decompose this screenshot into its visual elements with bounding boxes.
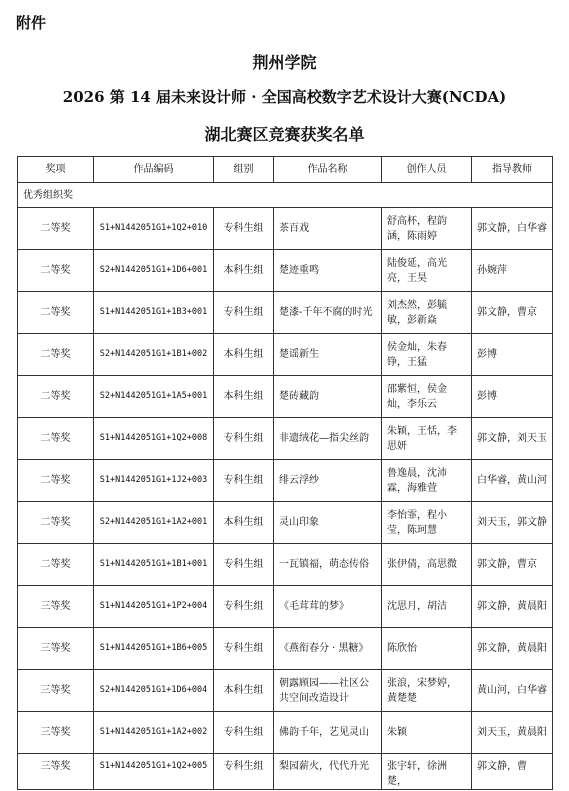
creators-cell: 陆俊延，高光亮，王昊 xyxy=(382,250,472,292)
title-cell: 绯云浮纱 xyxy=(274,460,382,502)
table-row xyxy=(18,586,553,628)
attachment-label: 附件 xyxy=(16,14,47,32)
category-label: 优秀组织奖 xyxy=(18,183,553,208)
title-cell: 佛韵千年，艺见灵山 xyxy=(274,712,382,754)
group-cell: 专科生组 xyxy=(214,544,274,586)
award-cell: 三等奖 xyxy=(18,712,94,754)
creators-cell: 舒高杯，程韵涵，陈雨婷 xyxy=(382,208,472,250)
col-creators: 创作人员 xyxy=(382,157,472,183)
award-cell: 三等奖 xyxy=(18,586,94,628)
group-cell: 本科生组 xyxy=(214,334,274,376)
table-header-row xyxy=(18,157,553,183)
table-row xyxy=(18,460,553,502)
creators-cell: 侯金灿，朱春铮，王猛 xyxy=(382,334,472,376)
advisors-cell: 彭博 xyxy=(472,376,553,418)
advisors-cell: 郭文静，曹京 xyxy=(472,544,553,586)
table-row xyxy=(18,334,553,376)
award-cell: 二等奖 xyxy=(18,250,94,292)
group-cell: 专科生组 xyxy=(214,628,274,670)
code-cell: S1+N1442051G1+1P2+004 xyxy=(94,586,214,628)
advisors-cell: 郭文静，曹京 xyxy=(472,292,553,334)
table-row xyxy=(18,544,553,586)
table-row xyxy=(18,712,553,754)
title-cell: 朝露顾园——社区公共空间改造设计 xyxy=(274,670,382,712)
code-cell: S2+N1442051G1+1A2+001 xyxy=(94,502,214,544)
group-cell: 专科生组 xyxy=(214,292,274,334)
award-cell: 二等奖 xyxy=(18,460,94,502)
category-row xyxy=(18,183,553,208)
award-cell: 二等奖 xyxy=(18,544,94,586)
table-row xyxy=(18,376,553,418)
code-cell: S1+N1442051G1+1A2+002 xyxy=(94,712,214,754)
code-cell: S1+N1442051G1+1B3+001 xyxy=(94,292,214,334)
advisors-cell: 郭文静，黄晨阳 xyxy=(472,586,553,628)
advisors-cell: 白华睿，黄山河 xyxy=(472,460,553,502)
title-cell: 非遗绒花—指尖丝韵 xyxy=(274,418,382,460)
code-cell: S2+N1442051G1+1A5+001 xyxy=(94,376,214,418)
creators-cell: 朱颖 xyxy=(382,712,472,754)
advisors-cell: 郭文静，曹 xyxy=(472,754,553,790)
title-cell: 茶百戏 xyxy=(274,208,382,250)
award-cell: 二等奖 xyxy=(18,502,94,544)
group-cell: 本科生组 xyxy=(214,376,274,418)
group-cell: 本科生组 xyxy=(214,250,274,292)
table-row xyxy=(18,502,553,544)
award-cell: 二等奖 xyxy=(18,334,94,376)
code-cell: S1+N1442051G1+1Q2+008 xyxy=(94,418,214,460)
code-cell: S1+N1442051G1+1Q2+010 xyxy=(94,208,214,250)
creators-cell: 邵紫恒，侯金灿，李乐云 xyxy=(382,376,472,418)
title-cell: 楚迹重鸣 xyxy=(274,250,382,292)
award-cell: 二等奖 xyxy=(18,292,94,334)
creators-cell: 陈欣怡 xyxy=(382,628,472,670)
award-table xyxy=(17,156,553,790)
creators-cell: 刘杰然，彭毓敏，彭新焱 xyxy=(382,292,472,334)
title-cell: 《毛茸茸的梦》 xyxy=(274,586,382,628)
advisors-cell: 彭博 xyxy=(472,334,553,376)
col-advisors: 指导教师 xyxy=(472,157,553,183)
advisors-cell: 郭文静，黄晨阳 xyxy=(472,628,553,670)
col-title: 作品名称 xyxy=(274,157,382,183)
table-row xyxy=(18,670,553,712)
group-cell: 专科生组 xyxy=(214,208,274,250)
code-cell: S2+N1442051G1+1B1+002 xyxy=(94,334,214,376)
title-cell: 梨园薪火，代代升光 xyxy=(274,754,382,790)
advisors-cell: 黄山河，白华睿 xyxy=(472,670,553,712)
award-cell: 三等奖 xyxy=(18,628,94,670)
group-cell: 本科生组 xyxy=(214,502,274,544)
school-title: 荆州学院 xyxy=(252,53,317,72)
title-cell: 灵山印象 xyxy=(274,502,382,544)
col-group: 组别 xyxy=(214,157,274,183)
title-cell: 楚砖藏韵 xyxy=(274,376,382,418)
creators-cell: 朱颖，王恬，李思妍 xyxy=(382,418,472,460)
col-award: 奖项 xyxy=(18,157,94,183)
creators-cell: 沈思月，胡洁 xyxy=(382,586,472,628)
code-cell: S2+N1442051G1+1D6+001 xyxy=(94,250,214,292)
advisors-cell: 刘天玉，黄晨阳 xyxy=(472,712,553,754)
advisors-cell: 孙婉萍 xyxy=(472,250,553,292)
group-cell: 本科生组 xyxy=(214,670,274,712)
table-row xyxy=(18,754,553,790)
table-row xyxy=(18,292,553,334)
code-cell: S1+N1442051G1+1Q2+005 xyxy=(94,754,214,790)
advisors-cell: 刘天玉，郭文静 xyxy=(472,502,553,544)
advisors-cell: 郭文静，白华睿 xyxy=(472,208,553,250)
table-row xyxy=(18,628,553,670)
award-cell: 三等奖 xyxy=(18,754,94,790)
award-cell: 二等奖 xyxy=(18,208,94,250)
col-code: 作品编码 xyxy=(94,157,214,183)
award-cell: 三等奖 xyxy=(18,670,94,712)
group-cell: 专科生组 xyxy=(214,586,274,628)
group-cell: 专科生组 xyxy=(214,712,274,754)
title-cell: 楚漆-千年不腐的时光 xyxy=(274,292,382,334)
code-cell: S2+N1442051G1+1D6+004 xyxy=(94,670,214,712)
group-cell: 专科生组 xyxy=(214,418,274,460)
table-row xyxy=(18,418,553,460)
competition-title: 2026 第 14 届未来设计师 · 全国高校数字艺术设计大赛(NCDA) xyxy=(62,88,507,106)
advisors-cell: 郭文静，刘天玉 xyxy=(472,418,553,460)
title-cell: 一瓦镇福，萌态传俗 xyxy=(274,544,382,586)
creators-cell: 李怡霏，程小莹，陈珂慧 xyxy=(382,502,472,544)
code-cell: S1+N1442051G1+1J2+003 xyxy=(94,460,214,502)
creators-cell: 张伊倩，高思微 xyxy=(382,544,472,586)
creators-cell: 张宇轩，徐洲楚， xyxy=(382,754,472,790)
creators-cell: 张浪，宋梦婷，黄楚楚 xyxy=(382,670,472,712)
table-row xyxy=(18,250,553,292)
award-cell: 二等奖 xyxy=(18,376,94,418)
title-cell: 楚谣新生 xyxy=(274,334,382,376)
code-cell: S1+N1442051G1+1B1+001 xyxy=(94,544,214,586)
table-row xyxy=(18,208,553,250)
group-cell: 专科生组 xyxy=(214,460,274,502)
list-title: 湖北赛区竞赛获奖名单 xyxy=(204,125,365,144)
title-cell: 《燕衔春分 · 黑糖》 xyxy=(274,628,382,670)
creators-cell: 鲁逸晨，沈沛霖，海雅萱 xyxy=(382,460,472,502)
code-cell: S1+N1442051G1+1B6+005 xyxy=(94,628,214,670)
group-cell: 专科生组 xyxy=(214,754,274,790)
award-cell: 二等奖 xyxy=(18,418,94,460)
